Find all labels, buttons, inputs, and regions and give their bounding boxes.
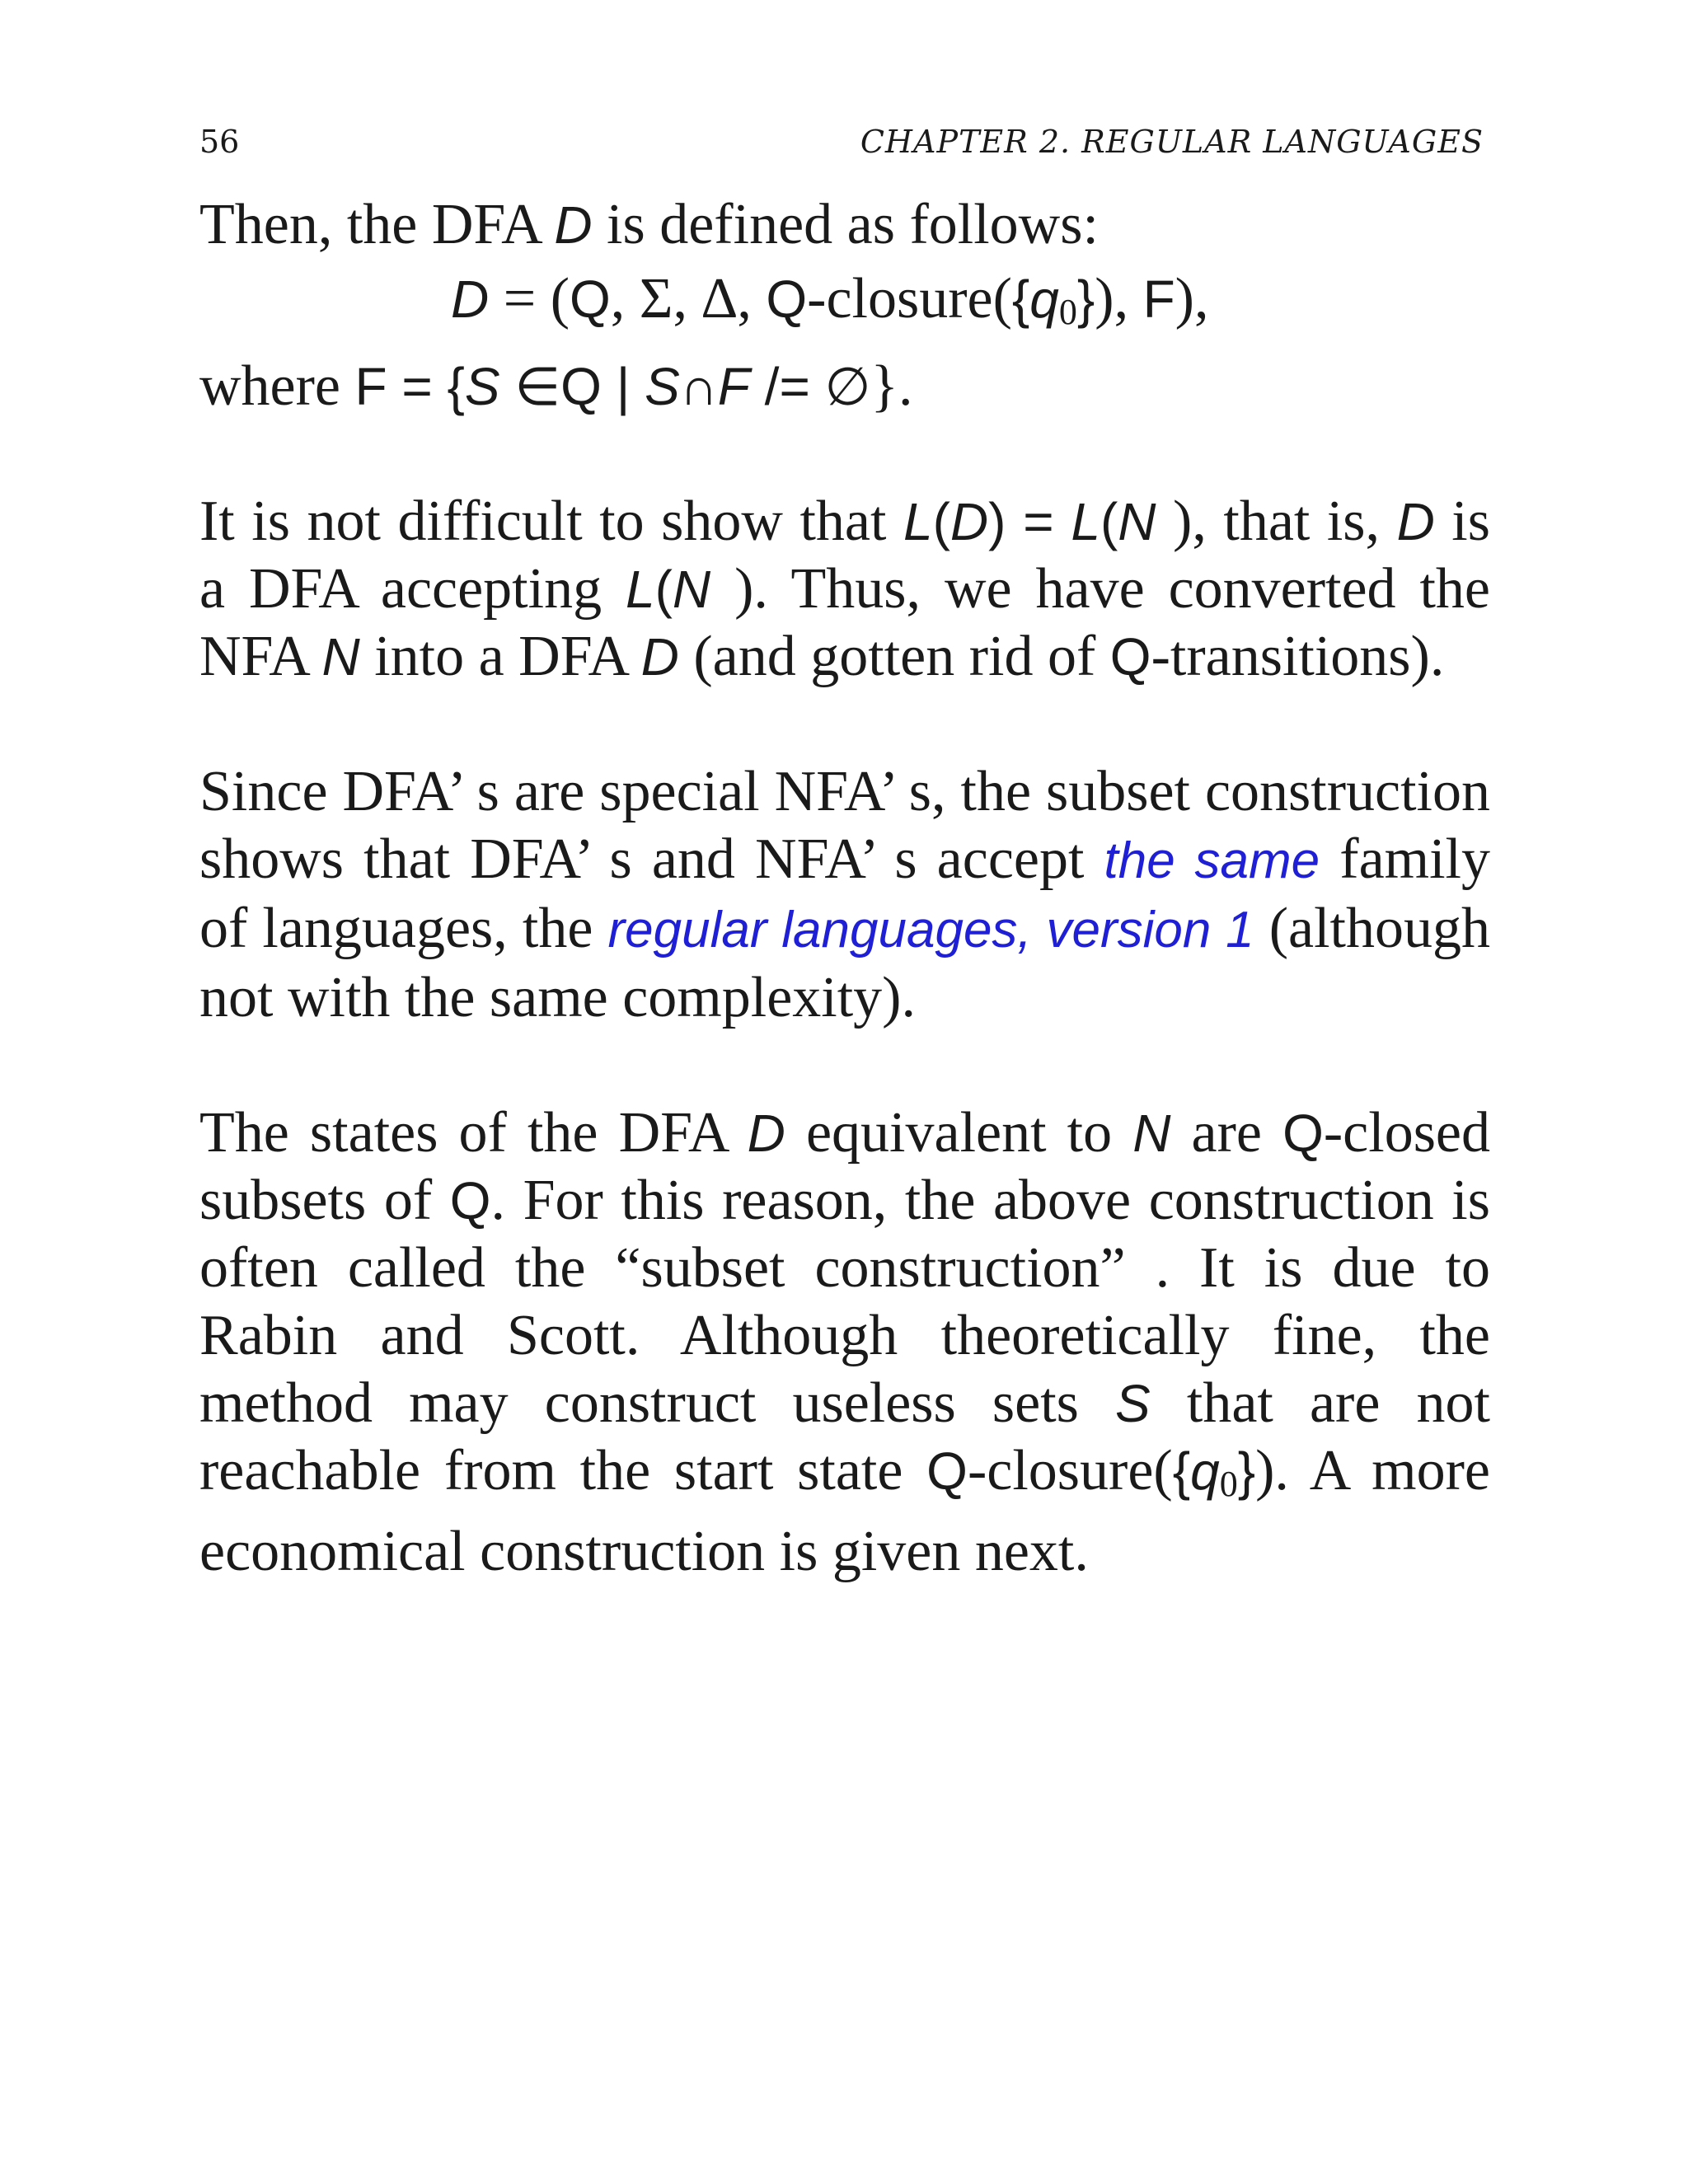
- paragraph-equivalence: [199, 488, 1490, 691]
- math-S: S: [1115, 1374, 1151, 1433]
- text: that are not reachable from the start state: [199, 1371, 1490, 1502]
- math-Q: Q: [926, 1441, 968, 1501]
- math-F: F: [717, 357, 750, 416]
- page-number: 56: [199, 124, 240, 160]
- math-subscript: 0: [1219, 1464, 1238, 1504]
- text: It is not difficult to show that: [199, 490, 903, 553]
- math-Q: Q: [766, 269, 808, 329]
- math-q: q: [1190, 1441, 1220, 1501]
- text: ), that is,: [1156, 490, 1397, 553]
- text: = (: [489, 267, 570, 330]
- text: (and gotten rid of: [678, 625, 1110, 688]
- math-Q: Q: [1109, 627, 1151, 687]
- text: (although not with the same complexity).: [199, 897, 1491, 1029]
- text: into a DFA: [359, 625, 641, 688]
- text: ),: [1175, 267, 1209, 330]
- math-paren: (: [654, 560, 673, 619]
- text: -closure(: [807, 267, 1012, 330]
- paragraph-regular-languages: [199, 758, 1490, 1032]
- text: -closure(: [967, 1439, 1173, 1502]
- math-D: D: [1396, 492, 1435, 551]
- paragraph-intro: [199, 191, 1490, 259]
- text: equivalent to: [785, 1101, 1133, 1165]
- page-body: [199, 191, 1490, 1586]
- math-D: D: [950, 492, 989, 551]
- equation-dfa-definition: [199, 265, 1490, 346]
- math-brace: }: [1237, 1441, 1256, 1501]
- text: is defined as follows:: [592, 193, 1099, 256]
- math-neq: /=: [749, 357, 825, 416]
- math-eq: =: [387, 357, 448, 416]
- paragraph-subset-construction: [199, 1099, 1490, 1586]
- text: . For this reason, the above construction is often called the “subset construction” . It is due to Rabin and Scott. Although theoretically fine, the method may construct useless sets: [199, 1169, 1490, 1435]
- text: -closed subsets of: [199, 1101, 1490, 1232]
- math-paren: ): [988, 492, 1006, 551]
- math-Q: Q: [1282, 1104, 1324, 1163]
- math-cap: ∩: [679, 357, 718, 416]
- text: Since DFA’ s are special NFA’ s, the subset construction shows that DFA’ s and NFA’ s accept: [199, 760, 1490, 891]
- math-subscript: 0: [1058, 292, 1077, 332]
- running-head: CHAPTER 2. REGULAR LANGUAGES: [860, 124, 1484, 160]
- text: family of languages, the: [199, 827, 1491, 960]
- math-q: q: [1029, 269, 1059, 329]
- math-brace: }: [1076, 269, 1095, 329]
- math-sigma: , Σ,: [610, 267, 702, 330]
- page-header: [199, 115, 1484, 165]
- text: where: [199, 354, 355, 418]
- text: ). A more economical construction is given next.: [199, 1439, 1490, 1583]
- text: are: [1170, 1101, 1283, 1165]
- math-Q: Q: [449, 1171, 491, 1230]
- text: ,: [737, 267, 767, 330]
- math-Q: Q: [560, 357, 602, 416]
- math-eq: =: [1006, 492, 1071, 551]
- math-brace: {: [447, 357, 465, 416]
- math-bar: |: [601, 357, 645, 416]
- math-N: N: [321, 627, 360, 687]
- math-D: D: [554, 195, 593, 255]
- math-F: F: [354, 357, 387, 416]
- math-brace: {: [1172, 1441, 1191, 1501]
- math-D: D: [640, 627, 679, 687]
- math-L: L: [1071, 492, 1100, 551]
- math-Q: Q: [570, 269, 611, 329]
- math-in: ∈: [499, 357, 561, 416]
- math-paren: (: [1100, 492, 1118, 551]
- text: is a DFA accepting: [199, 490, 1490, 621]
- text: -transitions).: [1151, 625, 1445, 688]
- highlight-regular-languages: regular languages, version 1: [607, 902, 1254, 958]
- text: }.: [870, 354, 913, 418]
- math-L: L: [903, 492, 933, 551]
- math-S: S: [645, 357, 680, 416]
- math-delta: ∆: [701, 267, 738, 330]
- math-N: N: [672, 560, 711, 619]
- math-L: L: [626, 560, 655, 619]
- math-brace: {: [1011, 269, 1030, 329]
- math-N: N: [1132, 1104, 1171, 1163]
- text: ). Thus, we have converted the NFA: [199, 557, 1490, 688]
- text: The states of the DFA: [199, 1101, 748, 1165]
- math-S: S: [464, 357, 500, 416]
- math-paren: (: [932, 492, 950, 551]
- paragraph-where: [199, 353, 1490, 420]
- math-D: D: [747, 1104, 785, 1163]
- math-D: D: [451, 269, 490, 329]
- text: Then, the DFA: [199, 193, 555, 256]
- text: ),: [1095, 267, 1143, 330]
- math-F: F: [1142, 269, 1175, 329]
- math-N: N: [1118, 492, 1156, 551]
- math-empty: ∅: [824, 357, 871, 416]
- highlight-the-same: the same: [1104, 832, 1320, 889]
